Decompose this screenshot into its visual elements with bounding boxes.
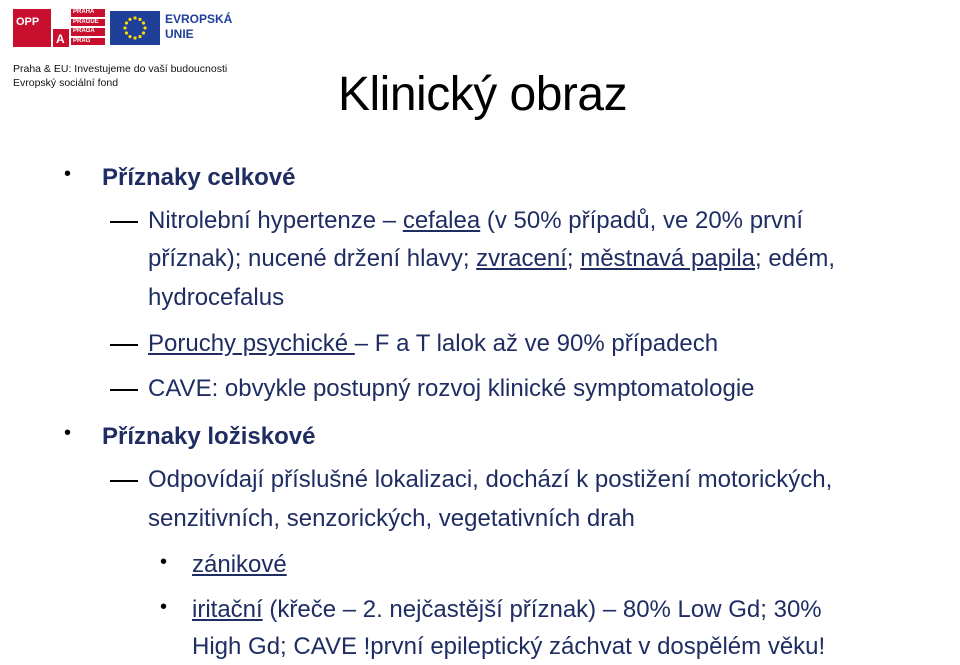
dash-icon xyxy=(110,344,138,346)
section2-heading: Příznaky ložiskové xyxy=(102,423,316,450)
svg-text:OPP: OPP xyxy=(16,16,40,28)
text: příznak); nucené držení hlavy; xyxy=(148,245,477,272)
dash-icon: – xyxy=(354,330,369,357)
praha-line: PRAHA xyxy=(71,9,105,17)
eu-label-line2: UNIE xyxy=(165,27,194,41)
link-mestnava-papila[interactable]: městnavá papila xyxy=(580,245,755,272)
link-cefalea[interactable]: cefalea xyxy=(402,207,481,234)
eu-label-line1: EVROPSKÁ xyxy=(165,12,233,26)
slide-title: Klinický obraz xyxy=(338,68,628,121)
text: ; edém, xyxy=(755,245,836,272)
praha-logo xyxy=(71,9,105,47)
dash-icon xyxy=(110,221,138,223)
text: Nitrolební hypertenze – xyxy=(148,207,403,234)
section1-item3: CAVE: obvykle postupný rozvoj klinické symptomatologie xyxy=(148,375,755,402)
text: (křeče – 2. nejčastější příznak) – 80% Low Gd; 30% xyxy=(262,596,822,623)
bullet-icon: • xyxy=(160,596,168,618)
bullet-icon: • xyxy=(64,422,72,444)
praha-line: PRAG xyxy=(71,38,105,46)
header-subtitle-1: Praha & EU: Investujeme do vaší budoucnosti xyxy=(13,63,228,75)
section2-sub2-line2: High Gd; CAVE !první epileptický záchvat v dospělém věku! xyxy=(192,633,826,660)
bullet-icon: • xyxy=(160,551,168,573)
link-poruchy-psychicke[interactable]: Poruchy psychické xyxy=(148,330,355,357)
text: F a T lalok až ve 90% případech xyxy=(368,330,719,357)
text: (v 50% případů, ve 20% první xyxy=(480,207,804,234)
text: ; xyxy=(566,245,581,272)
section1-item1-line1 xyxy=(148,207,803,235)
opp-a-logo xyxy=(53,9,69,47)
section1-item1-line2 xyxy=(148,245,835,273)
section1-heading: Příznaky celkové xyxy=(102,164,296,191)
praha-line: PRAGA xyxy=(71,28,105,36)
dash-icon xyxy=(110,480,138,482)
link-zvraceni[interactable]: zvracení xyxy=(476,245,567,272)
section2-item1-line1: Odpovídají příslušné lokalizaci, dochází k postižení motorických, xyxy=(148,466,833,493)
eu-flag-icon xyxy=(110,11,160,45)
section1-item1-line3: hydrocefalus xyxy=(148,284,285,311)
header-subtitle-2: Evropský sociální fond xyxy=(13,77,119,89)
section2-item1-line2: senzitivních, senzorických, vegetativních drah xyxy=(148,505,635,532)
svg-text:A: A xyxy=(56,32,65,46)
praha-line: PRAGUE xyxy=(71,19,105,27)
opp-logo xyxy=(13,9,51,47)
header-logos xyxy=(13,6,263,50)
eu-label xyxy=(165,12,232,42)
section1-item2 xyxy=(148,330,718,358)
link-zanikove[interactable]: zánikové xyxy=(192,551,287,578)
link-iritacni[interactable]: iritační xyxy=(192,596,263,623)
bullet-icon: • xyxy=(64,163,72,185)
dash-icon xyxy=(110,389,138,391)
section2-sub2-line1 xyxy=(192,596,822,624)
